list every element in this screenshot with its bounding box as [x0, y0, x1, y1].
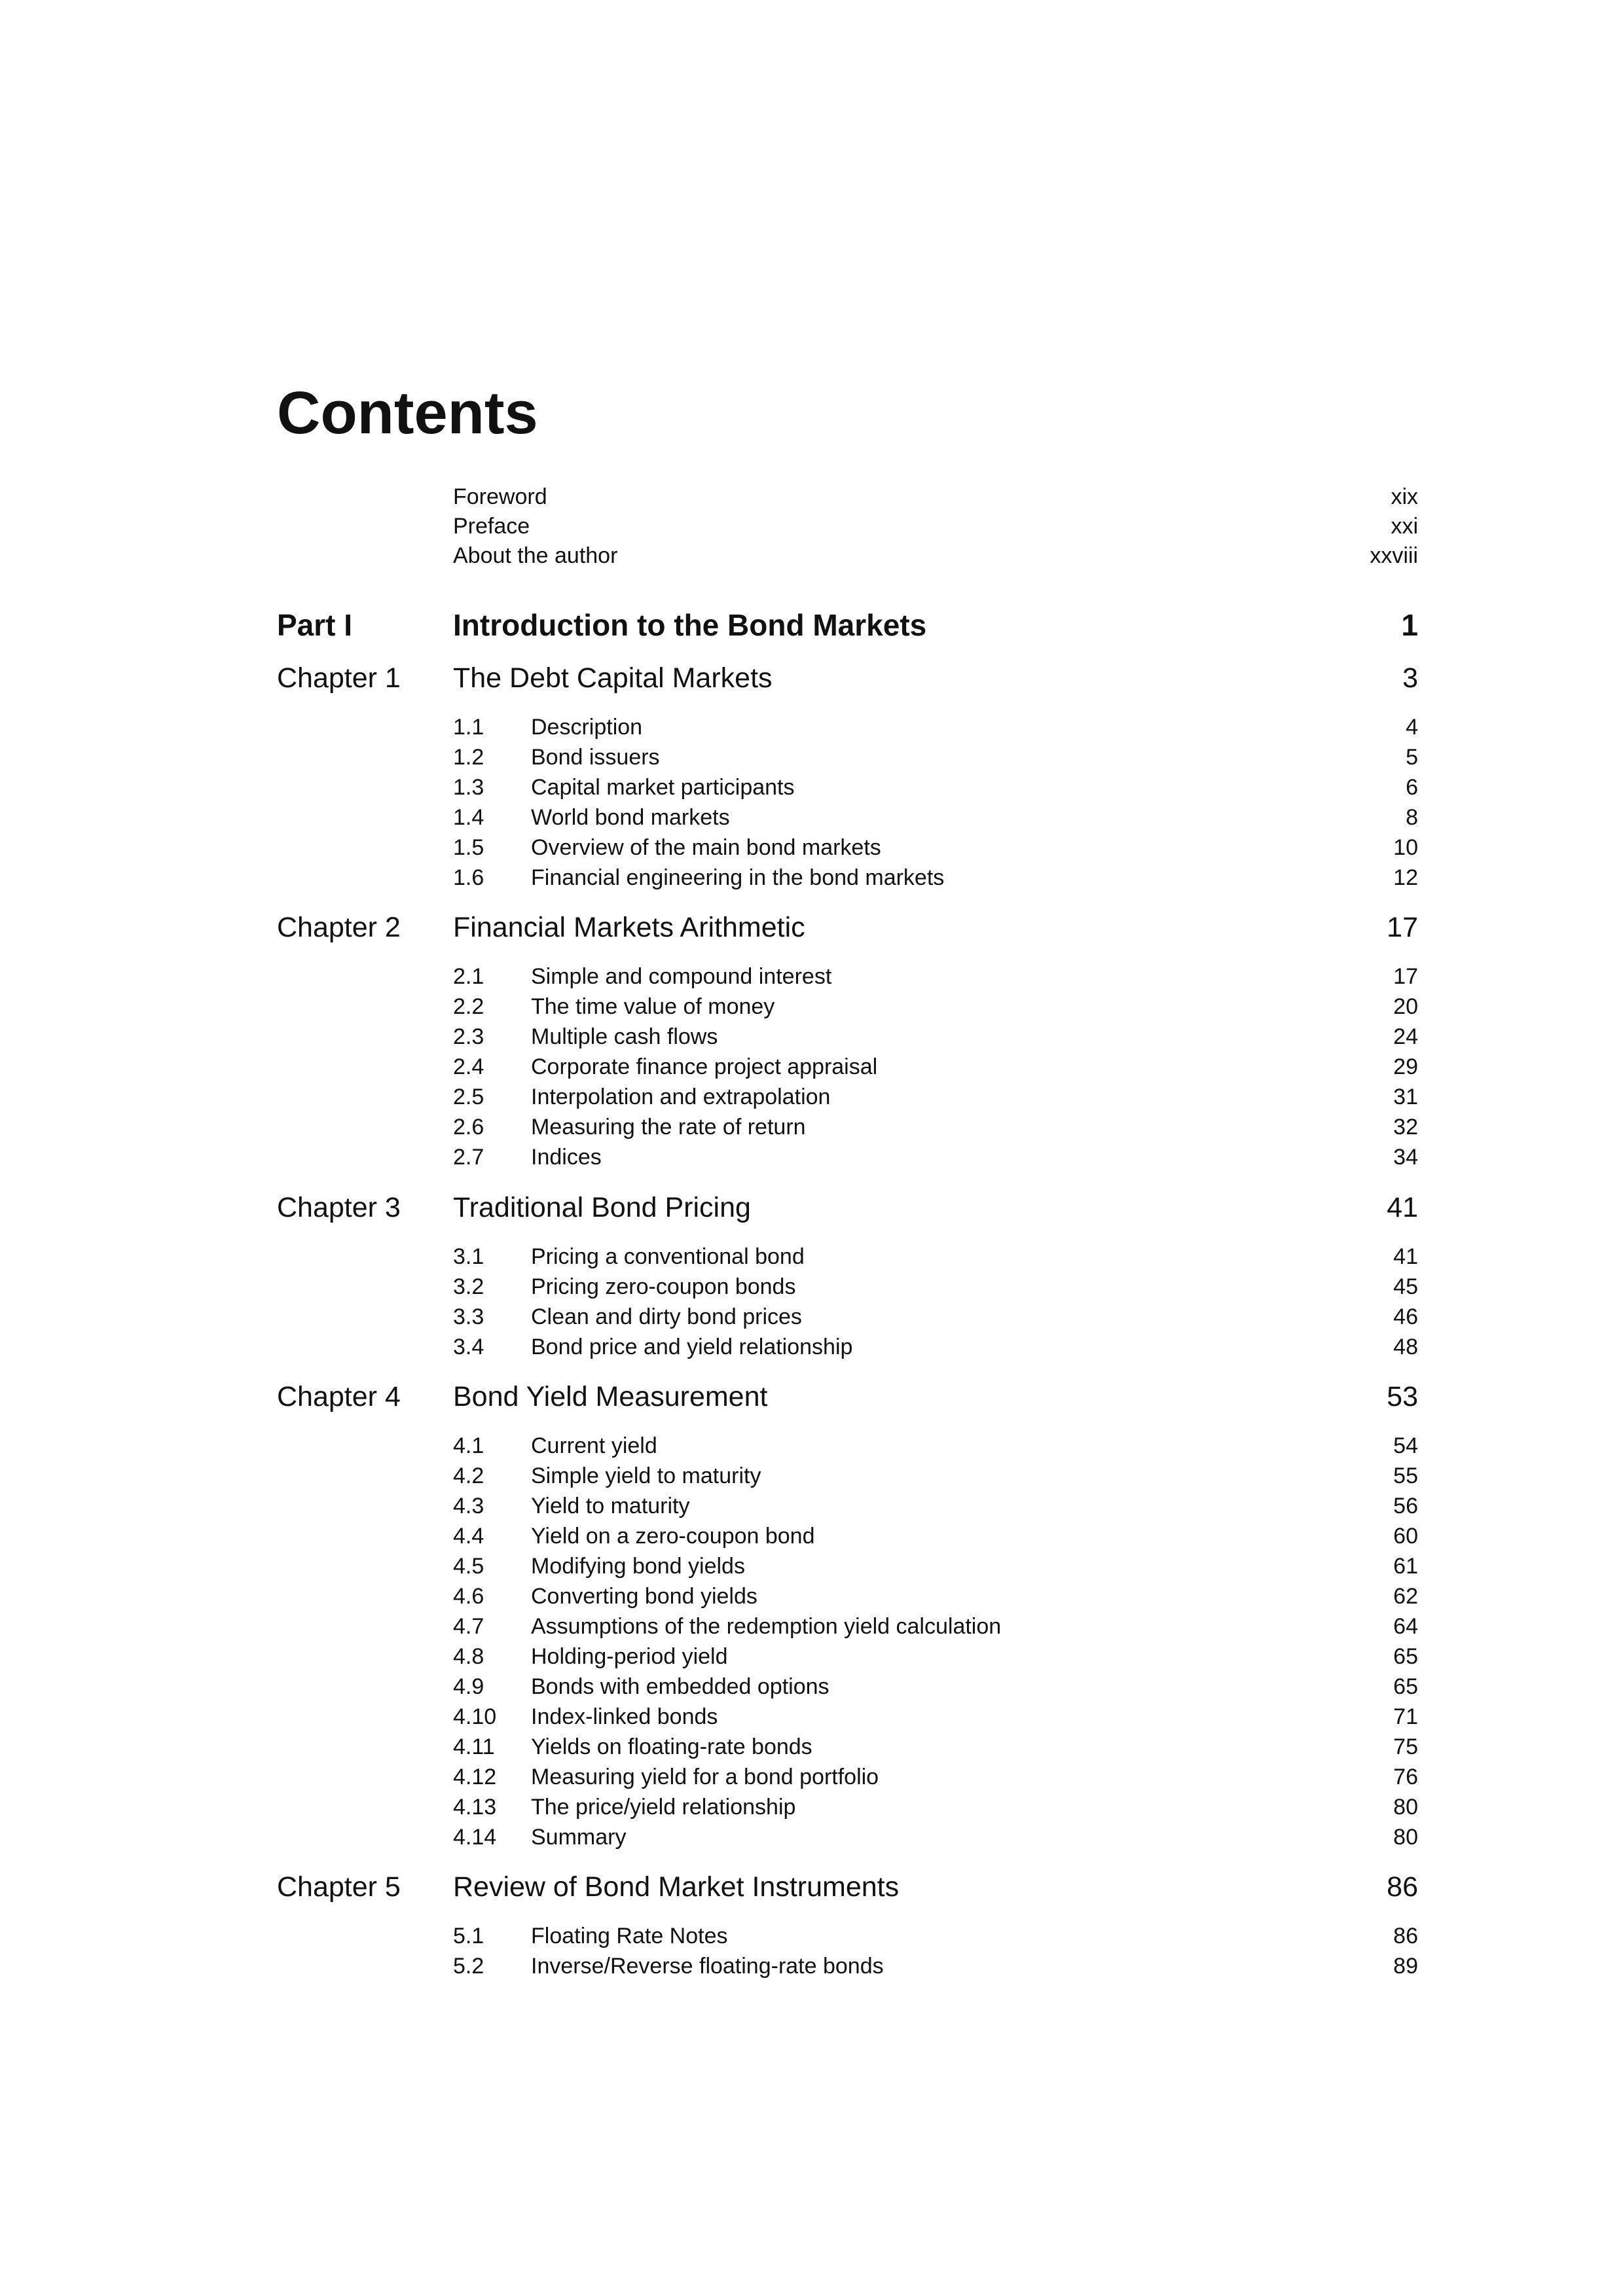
- page-title: Contents: [277, 380, 538, 446]
- toc-page-number: 12: [1393, 865, 1418, 890]
- chapter-title: Bond Yield Measurement: [453, 1381, 768, 1412]
- section-number: 1.4: [453, 805, 484, 830]
- toc-front-item[interactable]: [0, 484, 1623, 514]
- toc-page-number: 60: [1393, 1524, 1418, 1549]
- toc-page-number: 17: [1393, 964, 1418, 989]
- section-number: 4.8: [453, 1644, 484, 1669]
- section-number: 2.5: [453, 1085, 484, 1109]
- section-number: 1.3: [453, 775, 484, 800]
- toc-page-number: 55: [1393, 1463, 1418, 1488]
- section-title: Pricing a conventional bond: [531, 1244, 805, 1269]
- toc-page-number: 80: [1393, 1825, 1418, 1850]
- toc-page-number: 4: [1406, 715, 1418, 740]
- toc-page-number: 17: [1387, 912, 1418, 943]
- toc-page-number: 20: [1393, 994, 1418, 1019]
- toc-page-number: 45: [1393, 1274, 1418, 1299]
- toc-page-number: 31: [1393, 1085, 1418, 1109]
- section-number: 4.11: [453, 1734, 495, 1759]
- section-number: 4.5: [453, 1554, 484, 1579]
- toc-page-number: 61: [1393, 1554, 1418, 1579]
- toc-page-number: 34: [1393, 1145, 1418, 1170]
- toc-page-number: 46: [1393, 1304, 1418, 1329]
- section-number: 2.4: [453, 1054, 484, 1079]
- section-title: Floating Rate Notes: [531, 1924, 728, 1948]
- section-title: The time value of money: [531, 994, 775, 1019]
- section-title: Overview of the main bond markets: [531, 835, 881, 860]
- toc-page-number: 41: [1393, 1244, 1418, 1269]
- toc-page-number: 76: [1393, 1765, 1418, 1789]
- section-number: 1.1: [453, 715, 484, 740]
- section-title: Inverse/Reverse floating-rate bonds: [531, 1954, 884, 1979]
- toc-page-number: 3: [1402, 662, 1418, 694]
- section-number: 4.10: [453, 1704, 497, 1729]
- toc-page-number: 29: [1393, 1054, 1418, 1079]
- section-number: 2.2: [453, 994, 484, 1019]
- section-title: Financial engineering in the bond markets: [531, 865, 945, 890]
- toc-page-number: 10: [1393, 835, 1418, 860]
- section-title: Current yield: [531, 1433, 657, 1458]
- toc-page-number: 75: [1393, 1734, 1418, 1759]
- section-title: Simple yield to maturity: [531, 1463, 761, 1488]
- section-number: 3.1: [453, 1244, 484, 1269]
- section-number: 4.12: [453, 1765, 497, 1789]
- toc-page-number: xxi: [1391, 514, 1418, 539]
- section-number: 2.1: [453, 964, 484, 989]
- section-title: Bond price and yield relationship: [531, 1335, 853, 1359]
- chapter-label: Chapter 1: [277, 662, 401, 694]
- section-number: 5.2: [453, 1954, 484, 1979]
- toc-page-number: 65: [1393, 1674, 1418, 1699]
- section-title: Index-linked bonds: [531, 1704, 718, 1729]
- section-number: 4.2: [453, 1463, 484, 1488]
- toc-page-number: 6: [1406, 775, 1418, 800]
- chapter-label: Chapter 3: [277, 1192, 401, 1223]
- section-title: Description: [531, 715, 643, 740]
- chapter-label: Chapter 2: [277, 912, 401, 943]
- section-number: 4.4: [453, 1524, 484, 1549]
- toc-page-number: 86: [1387, 1871, 1418, 1903]
- section-number: 4.9: [453, 1674, 484, 1699]
- toc-page-number: 24: [1393, 1024, 1418, 1049]
- toc-page-number: 80: [1393, 1795, 1418, 1820]
- toc-front-label: Preface: [453, 514, 530, 539]
- chapter-title: Financial Markets Arithmetic: [453, 912, 805, 943]
- toc-page-number: 86: [1393, 1924, 1418, 1948]
- chapter-label: Chapter 4: [277, 1381, 401, 1412]
- section-title: Clean and dirty bond prices: [531, 1304, 802, 1329]
- section-number: 1.6: [453, 865, 484, 890]
- section-title: Measuring the rate of return: [531, 1115, 806, 1139]
- section-number: 4.13: [453, 1795, 497, 1820]
- toc-page-number: 54: [1393, 1433, 1418, 1458]
- section-title: Pricing zero-coupon bonds: [531, 1274, 796, 1299]
- section-title: Bonds with embedded options: [531, 1674, 830, 1699]
- section-title: Yields on floating-rate bonds: [531, 1734, 812, 1759]
- part-label: Part I: [277, 608, 353, 642]
- section-title: Modifying bond yields: [531, 1554, 745, 1579]
- section-title: Capital market participants: [531, 775, 795, 800]
- toc-page-number: 5: [1406, 745, 1418, 770]
- section-title: Indices: [531, 1145, 602, 1170]
- toc-page-number: 48: [1393, 1335, 1418, 1359]
- toc-front-label: About the author: [453, 543, 618, 568]
- toc-front-label: Foreword: [453, 484, 547, 509]
- section-number: 3.4: [453, 1335, 484, 1359]
- section-number: 4.6: [453, 1584, 484, 1609]
- section-title: Multiple cash flows: [531, 1024, 718, 1049]
- toc-front-item[interactable]: [0, 543, 1623, 573]
- toc-page-number: 71: [1393, 1704, 1418, 1729]
- section-number: 3.2: [453, 1274, 484, 1299]
- section-title: Corporate finance project appraisal: [531, 1054, 878, 1079]
- section-number: 4.3: [453, 1494, 484, 1518]
- toc-page-number: 32: [1393, 1115, 1418, 1139]
- toc-page-number: xxviii: [1370, 543, 1418, 568]
- section-title: Converting bond yields: [531, 1584, 757, 1609]
- chapter-label: Chapter 5: [277, 1871, 401, 1903]
- chapter-title: Traditional Bond Pricing: [453, 1192, 751, 1223]
- toc-page-number: 1: [1401, 608, 1418, 642]
- toc-front-item[interactable]: [0, 514, 1623, 544]
- chapter-title: The Debt Capital Markets: [453, 662, 773, 694]
- toc-page-number: 89: [1393, 1954, 1418, 1979]
- section-title: Holding-period yield: [531, 1644, 728, 1669]
- section-number: 2.7: [453, 1145, 484, 1170]
- toc-page-number: xix: [1391, 484, 1418, 509]
- section-title: The price/yield relationship: [531, 1795, 796, 1820]
- section-number: 5.1: [453, 1924, 484, 1948]
- toc-page-number: 56: [1393, 1494, 1418, 1518]
- chapter-title: Review of Bond Market Instruments: [453, 1871, 900, 1903]
- section-number: 4.1: [453, 1433, 484, 1458]
- part-title: Introduction to the Bond Markets: [453, 608, 927, 642]
- section-number: 1.5: [453, 835, 484, 860]
- toc-page-number: 64: [1393, 1614, 1418, 1639]
- toc-page-number: 62: [1393, 1584, 1418, 1609]
- section-number: 2.3: [453, 1024, 484, 1049]
- toc-page-number: 8: [1406, 805, 1418, 830]
- section-number: 4.14: [453, 1825, 497, 1850]
- section-title: Bond issuers: [531, 745, 660, 770]
- section-number: 3.3: [453, 1304, 484, 1329]
- section-number: 4.7: [453, 1614, 484, 1639]
- section-title: Interpolation and extrapolation: [531, 1085, 831, 1109]
- toc-page-number: 41: [1387, 1192, 1418, 1223]
- section-title: Assumptions of the redemption yield calculation: [531, 1614, 1002, 1639]
- section-title: Measuring yield for a bond portfolio: [531, 1765, 879, 1789]
- section-number: 1.2: [453, 745, 484, 770]
- section-title: World bond markets: [531, 805, 730, 830]
- section-number: 2.6: [453, 1115, 484, 1139]
- section-title: Yield to maturity: [531, 1494, 690, 1518]
- section-title: Summary: [531, 1825, 627, 1850]
- toc-page-number: 65: [1393, 1644, 1418, 1669]
- toc-page-number: 53: [1387, 1381, 1418, 1412]
- section-title: Simple and compound interest: [531, 964, 832, 989]
- section-title: Yield on a zero-coupon bond: [531, 1524, 815, 1549]
